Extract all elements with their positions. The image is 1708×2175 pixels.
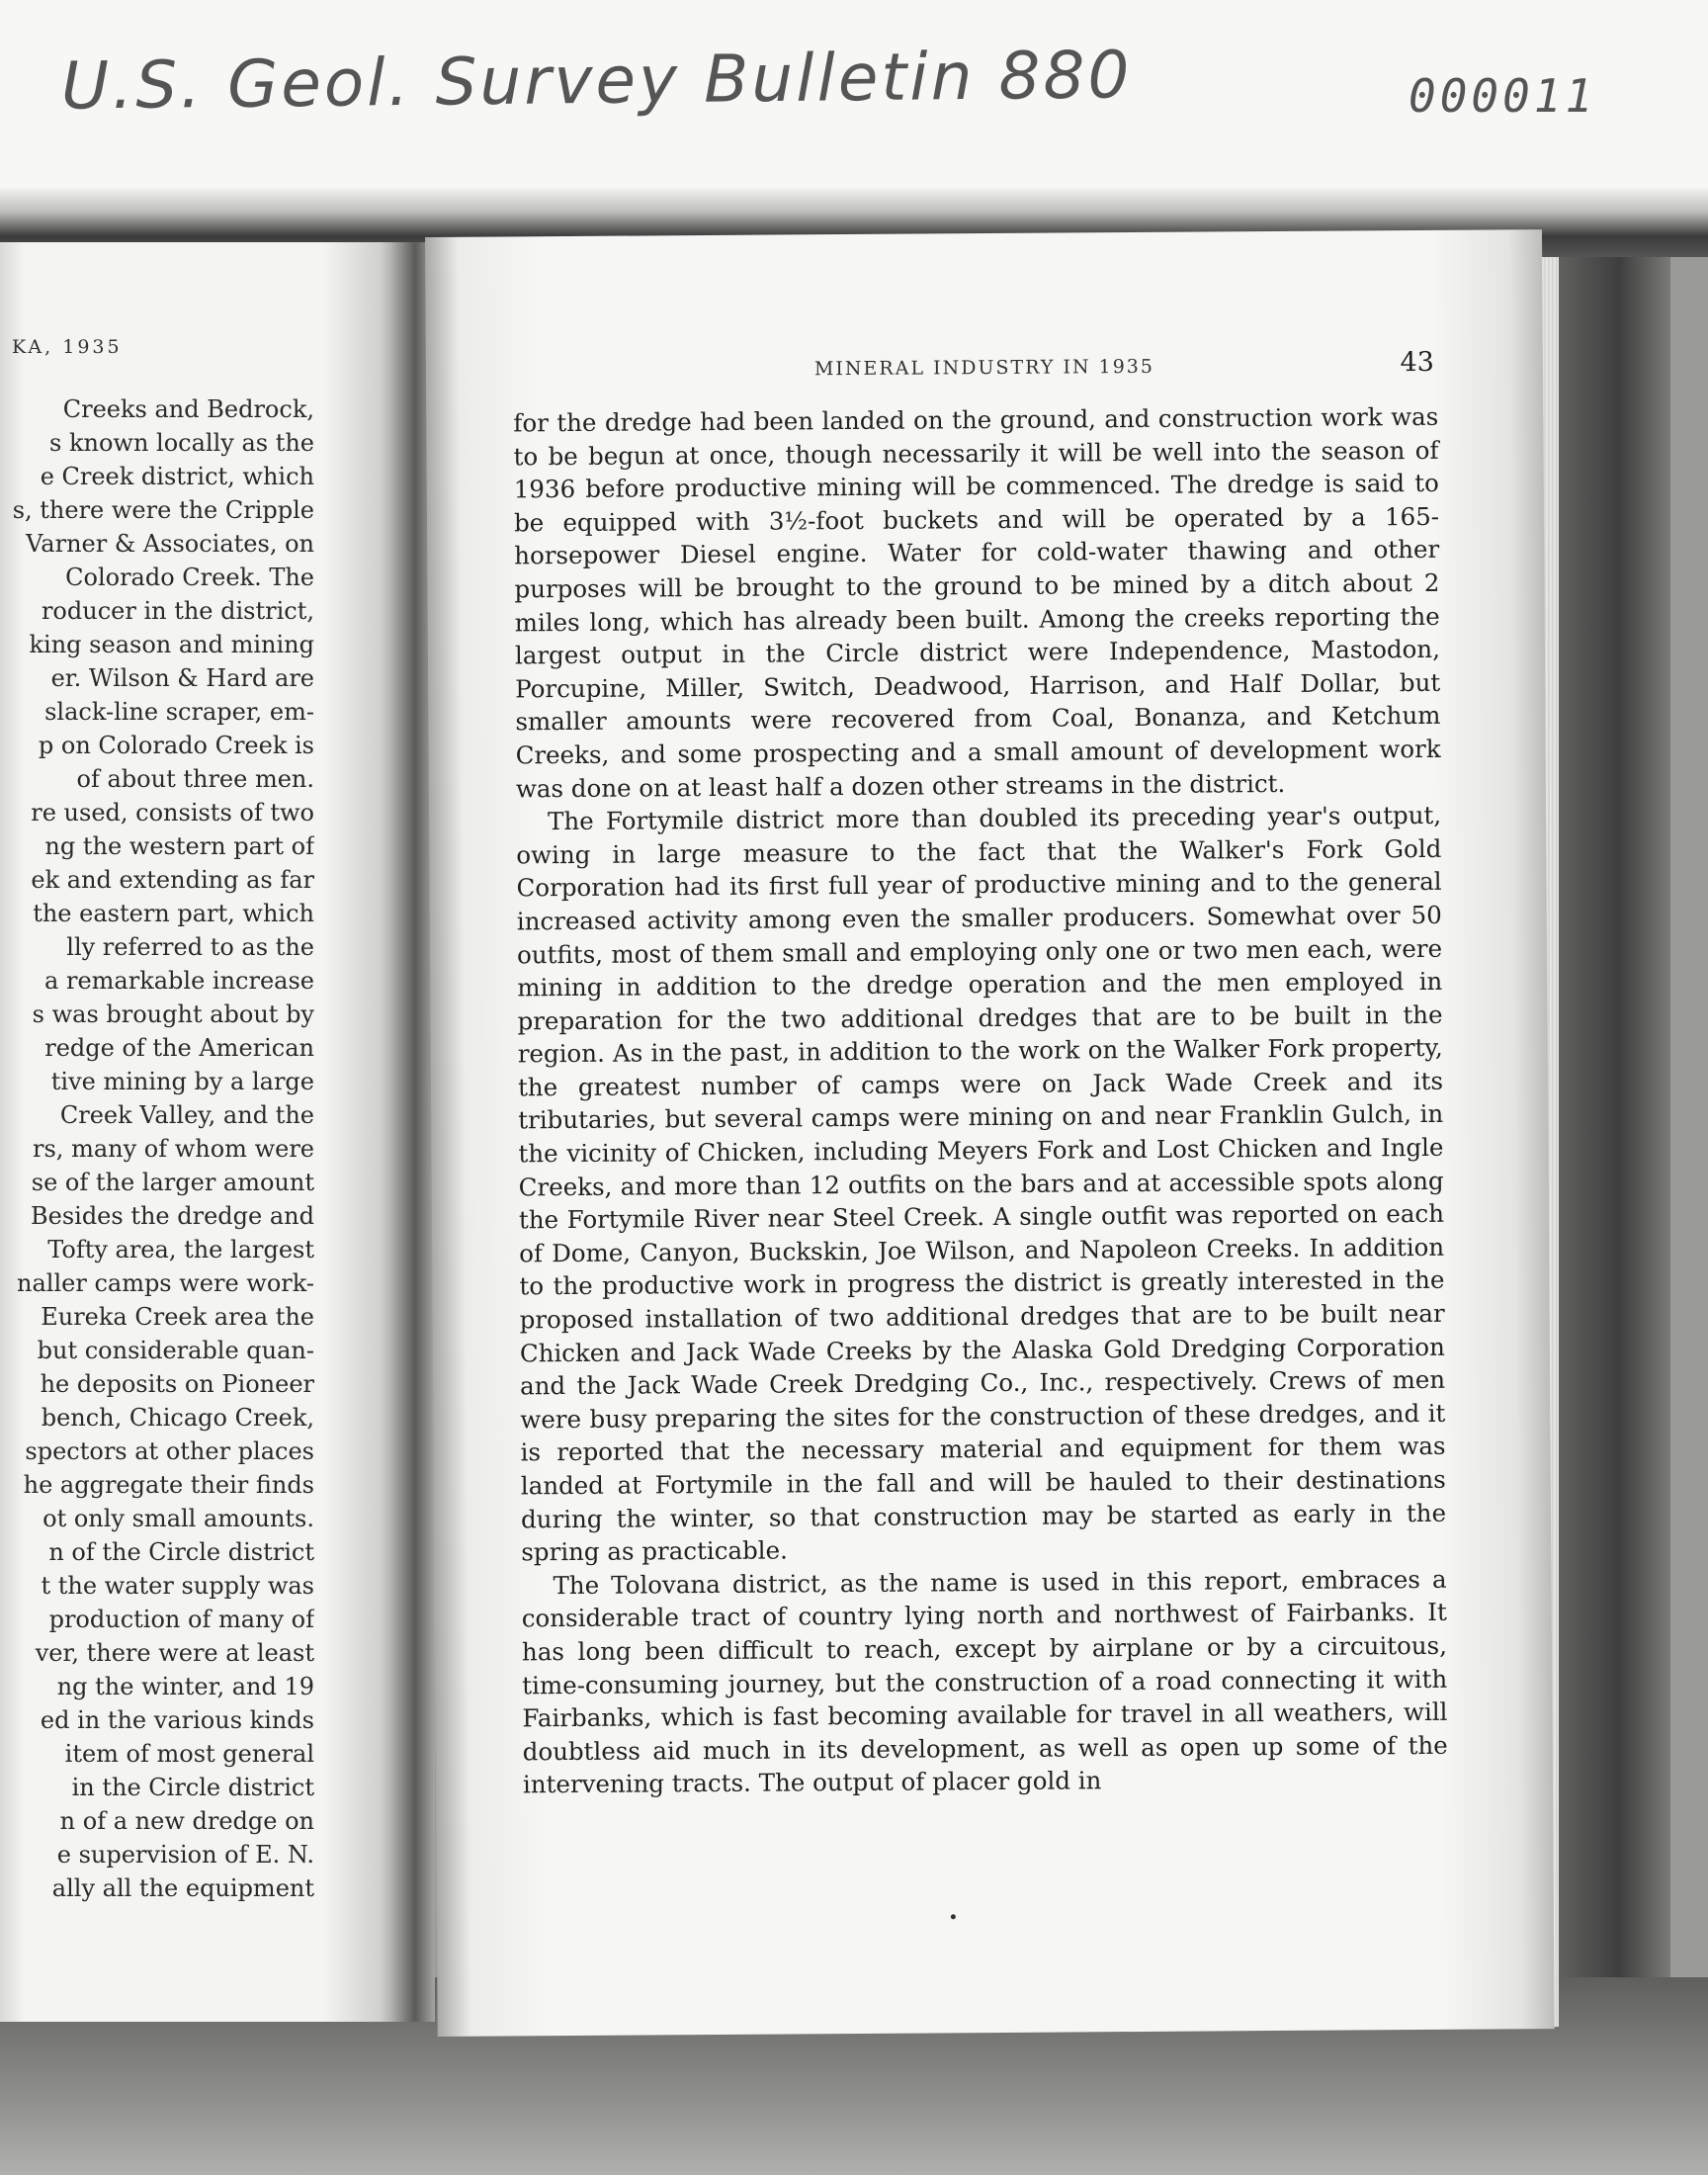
left-page-line: Varner & Associates, on xyxy=(26,530,314,558)
left-page-line: in the Circle district xyxy=(71,1774,314,1801)
left-page-line: Besides the dredge and xyxy=(30,1202,314,1230)
left-page-line: naller camps were work- xyxy=(17,1269,314,1297)
left-page-line: p on Colorado Creek is xyxy=(38,732,314,759)
left-page-line: ng the western part of xyxy=(44,832,314,860)
left-page-line: n of the Circle district xyxy=(48,1538,314,1566)
left-page-line: re used, consists of two xyxy=(31,799,314,826)
left-page-line: e supervision of E. N. xyxy=(56,1841,314,1869)
left-page-line: lly referred to as the xyxy=(66,933,314,961)
left-page-line: ally all the equipment xyxy=(51,1874,314,1902)
left-page-line: rs, many of whom were xyxy=(33,1135,314,1163)
left-page-line: e Creek district, which xyxy=(40,463,314,490)
left-page-line: t the water supply was xyxy=(41,1572,314,1600)
stamp-number: 000011 xyxy=(1409,69,1597,123)
page-speck xyxy=(951,1914,956,1919)
running-head: MINERAL INDUSTRY IN 1935 xyxy=(813,355,1155,381)
paragraph-3: The Tolovana district, as the name is used in this report, embraces a considerable tract of country lying north and northwest of Fairbanks. It has long been difficult to reach, except by airplane or by a circuitous, time-consuming journey, but the construction of a road connecting it with Fairbanks, which is fast becoming available for travel in all weathers, will doubtless aid much in its development, as well as open up some of the intervening tracts. The output of placer gold in xyxy=(521,1564,1448,1799)
left-page-line: s was brought about by xyxy=(32,1000,314,1028)
left-page-line: s known locally as the xyxy=(49,429,314,457)
handwritten-title: U.S. Geol. Survey Bulletin 880 xyxy=(60,37,1133,125)
left-page-line: n of a new dredge on xyxy=(59,1807,314,1835)
left-page-line: slack-line scraper, em- xyxy=(44,698,314,726)
left-page-line: but considerable quan- xyxy=(37,1337,314,1364)
left-page-line: item of most general xyxy=(64,1740,314,1768)
left-page xyxy=(0,242,405,2022)
left-page-line: er. Wilson & Hard are xyxy=(50,664,314,692)
book-edge-shadow xyxy=(1542,232,1670,2175)
left-page-line: Creek Valley, and the xyxy=(59,1101,314,1129)
left-page-line: spectors at other places xyxy=(25,1437,314,1465)
left-page-line: the eastern part, which xyxy=(33,900,314,927)
left-page-line: redge of the American xyxy=(44,1034,314,1062)
paragraph-2: The Fortymile district more than doubled its preceding year's output, owing in large measure to the fact that the Walker's Fork Gold Corporation had its first full year of productive mining and to the general increased activity among even the smaller producers. Somewhat over 50 outfits, most of them small and employing only one or two men each, were mining in addition to the dredge operation and the men employed in preparation for the two additional dredges that are to be built in the region. As in the past, in addition to the work on the Walker Fork property, the greatest number of camps were on Jack Wade Creek and its tributaries, but several camps were mining on and near Franklin Gulch, in the vicinity of Chicken, including Meyers Fork and Lost Chicken and Ingle Creeks, and more than 12 outfits on the bars and at accessible spots along the Fortymile River near Steel Creek. A single outfit was reported on each of Dome, Canyon, Buckskin, Joe Wilson, and Napoleon Creeks. In addition to the productive work in progress the district is greatly interested in the proposed installation of two additional dredges that are to be built near Chicken and Jack Wade Creeks by the Alaska Gold Dredging Corporation and the Jack Wade Creek Dredging Co., Inc., respectively. Crews of men were busy preparing the sites for the construction of these dredges, and it is reported that the necessary material and equipment for them was landed at Fortymile in the fall and will be hauled to their destinations during the winter, so that construction may be started as early in the spring as practicable. xyxy=(516,800,1447,1567)
left-page-line: ng the winter, and 19 xyxy=(56,1673,314,1700)
left-running-head: KA, 1935 xyxy=(12,336,123,358)
left-page-line: ek and extending as far xyxy=(31,866,314,894)
page-number: 43 xyxy=(1400,346,1435,379)
left-page-line: he deposits on Pioneer xyxy=(40,1370,314,1398)
left-page-line: roducer in the district, xyxy=(41,597,314,625)
left-page-line: of about three men. xyxy=(76,765,314,793)
left-page-line: he aggregate their finds xyxy=(23,1471,314,1499)
left-page-line: production of many of xyxy=(48,1606,314,1633)
left-page-line: a remarkable increase xyxy=(44,967,314,995)
left-page-line: Creeks and Bedrock, xyxy=(62,395,314,423)
left-page-line: bench, Chicago Creek, xyxy=(41,1404,314,1432)
left-page-line: king season and mining xyxy=(29,631,314,658)
left-page-text xyxy=(8,392,314,1905)
left-page-line: Eureka Creek area the xyxy=(41,1303,314,1331)
paragraph-1: for the dredge had been landed on the ground, and construction work was to be begun at once, though necessarily it will be well into the season of 1936 before productive mining will be commenced. The dredge is said to be equipped with 3½-foot buckets and will be operated by a 165-horsepower Diesel engine. Water for cold-water thawing and other purposes will be brought to the ground to be mined by a ditch about 2 miles long, which has already been built. Among the creeks reporting the largest output in the Circle district were Independence, Mastodon, Porcupine, Miller, Switch, Deadwood, Harrison, and Half Dollar, but smaller amounts were recovered from Coal, Bonanza, and Ketchum Creeks, and some prospecting and a small amount of development work was done on at least half a dozen other streams in the district. xyxy=(513,401,1441,803)
left-page-line: Tofty area, the largest xyxy=(47,1236,314,1263)
left-page-line: Colorado Creek. The xyxy=(65,564,314,591)
left-page-line: ver, there were at least xyxy=(35,1639,314,1667)
right-page xyxy=(425,229,1555,2037)
left-page-line: ot only small amounts. xyxy=(43,1505,314,1532)
left-page-line: ed in the various kinds xyxy=(40,1706,314,1734)
left-page-line: s, there were the Cripple xyxy=(12,496,314,524)
left-page-line: tive mining by a large xyxy=(50,1068,314,1095)
body-text xyxy=(513,400,1448,1801)
left-page-line: se of the larger amount xyxy=(31,1169,314,1196)
